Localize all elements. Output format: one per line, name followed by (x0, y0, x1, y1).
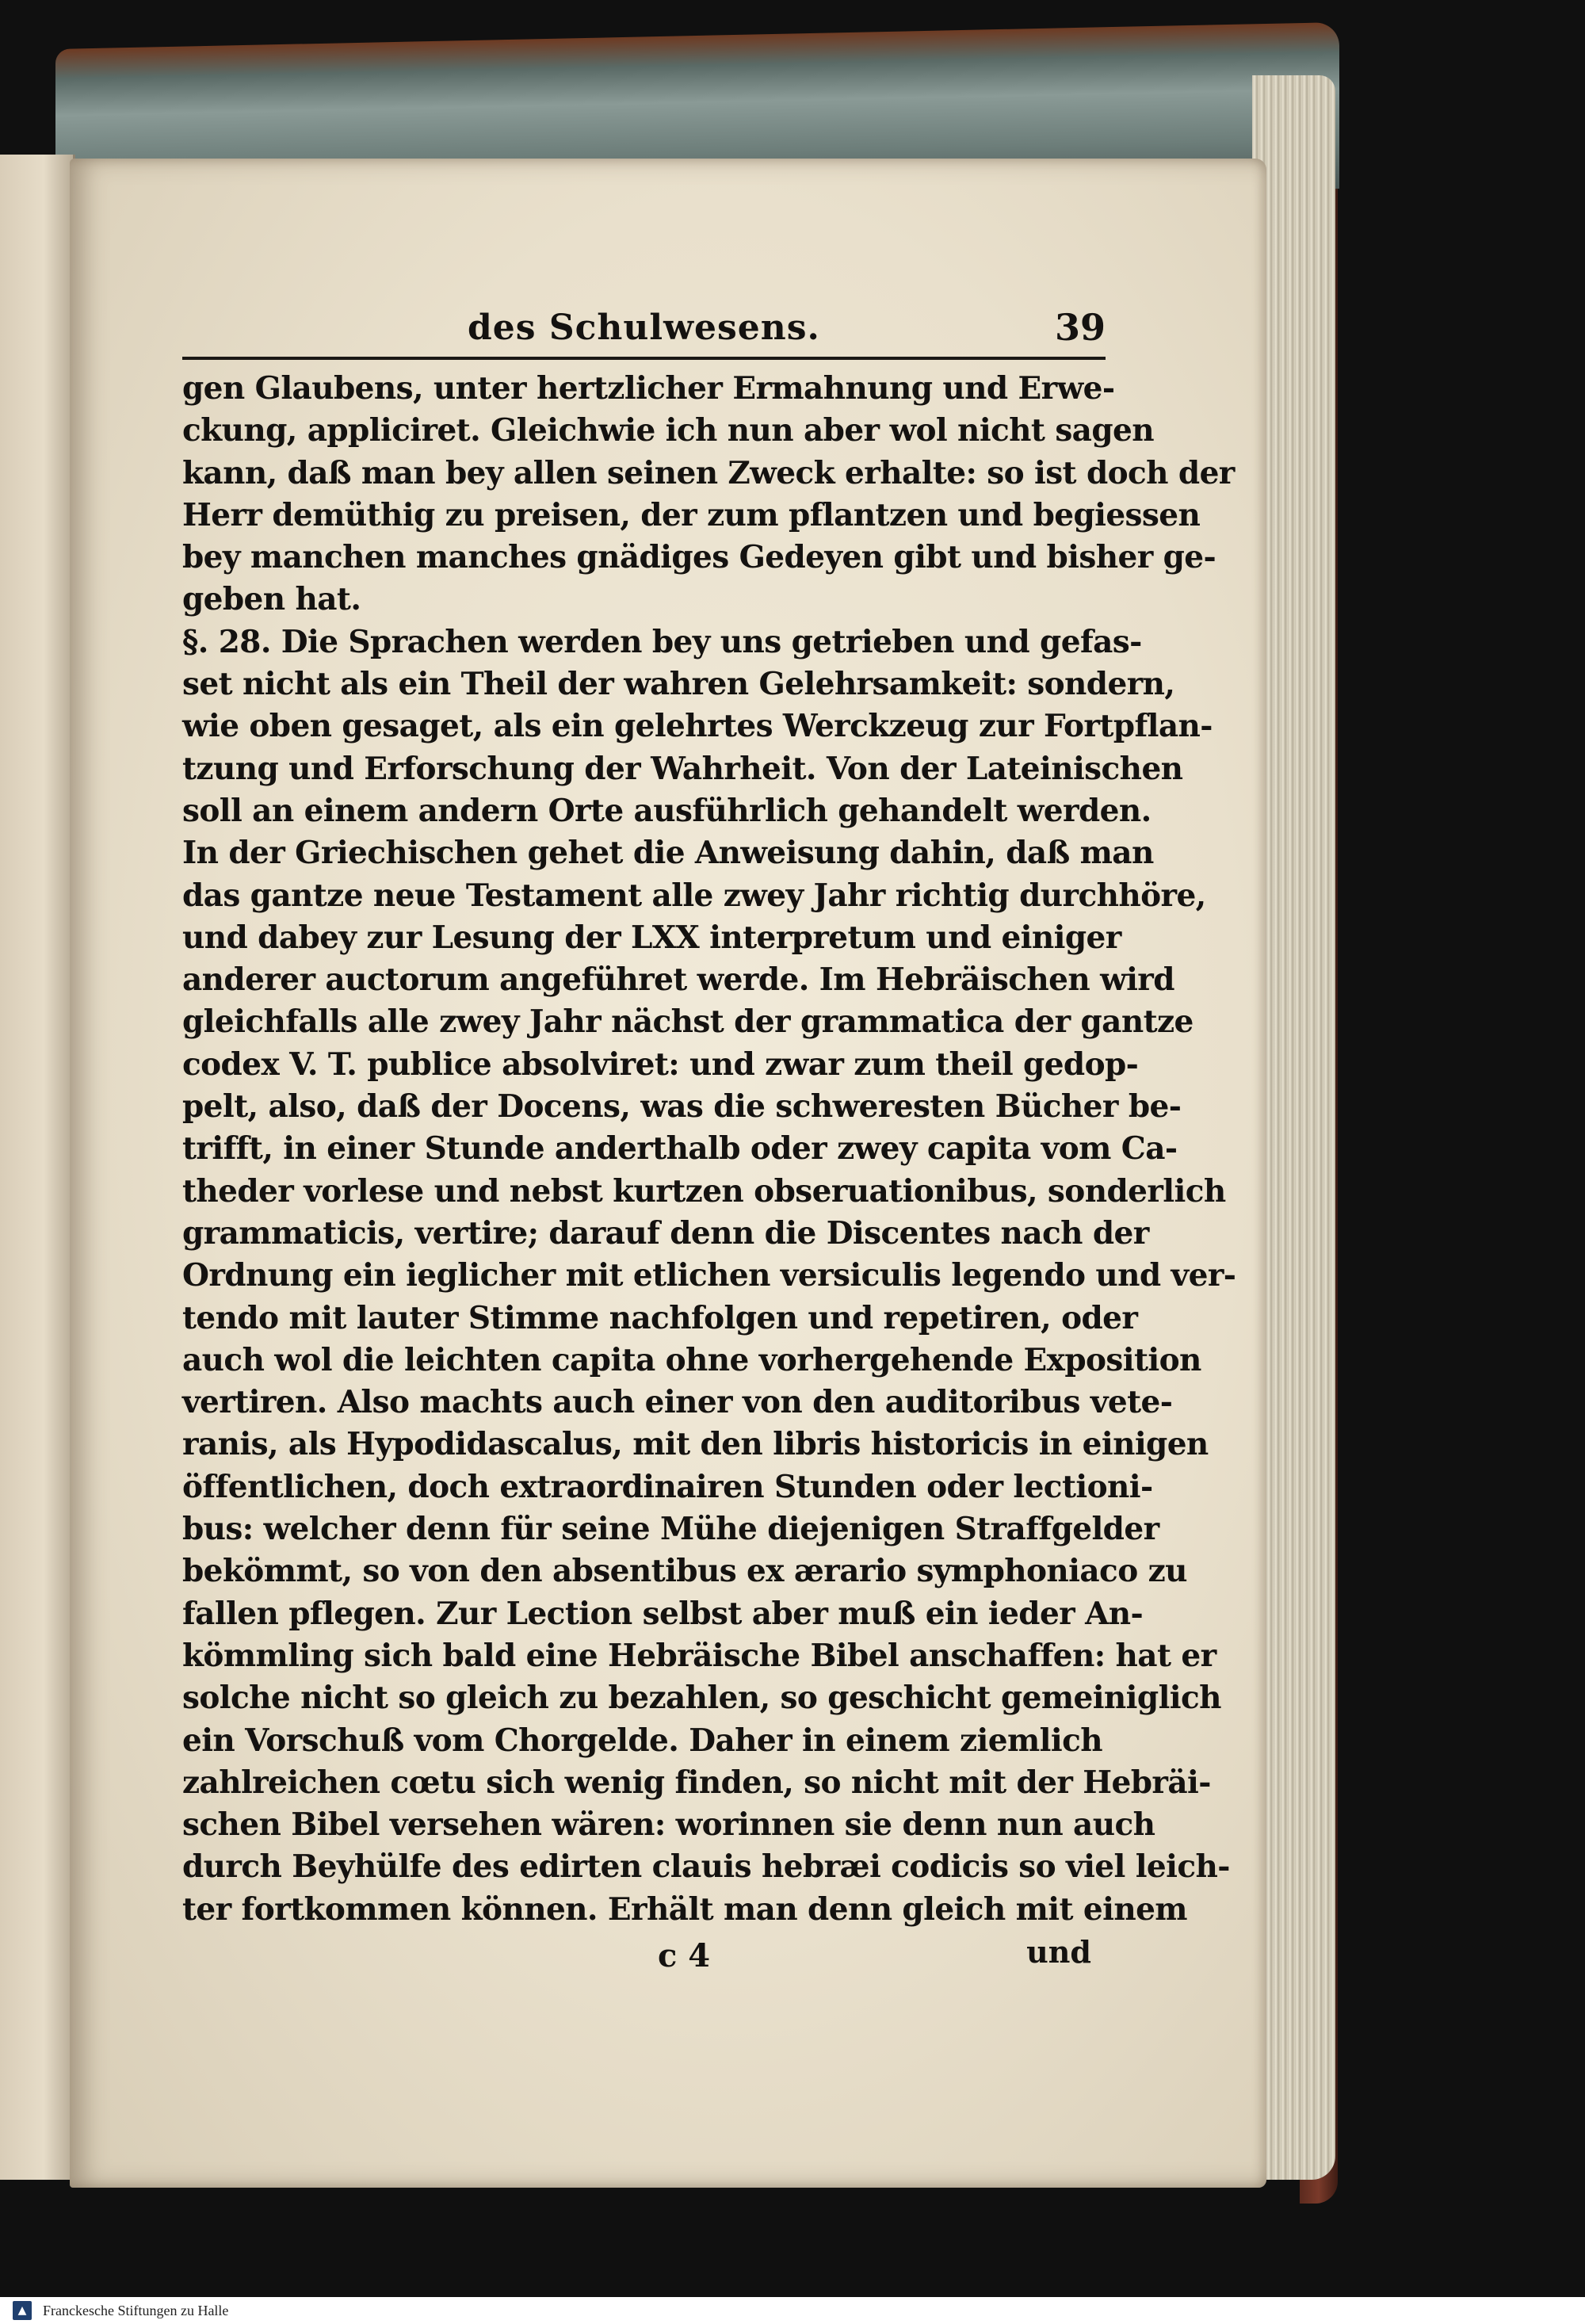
text-line: trifft, in einer Stunde anderthalb oder zwey capita vom Ca- (182, 1130, 1178, 1168)
text-line: bey manchen manches gnädiges Gedeyen gibt und bisher ge- (182, 539, 1216, 576)
text-line: theder vorlese und nebst kurtzen obseruationibus, sonderlich (182, 1172, 1226, 1210)
signature-row (182, 1934, 1106, 1982)
text-line: bus: welcher denn für seine Mühe diejenigen Straffgelder (182, 1511, 1159, 1548)
running-head (182, 301, 1106, 360)
text-line: durch Beyhülfe des edirten clauis hebræi codicis so viel leich- (182, 1848, 1230, 1886)
text-line: §. 28. Die Sprachen werden bey uns getrieben und gefas- (182, 623, 1142, 660)
page-number: 39 (1054, 306, 1106, 349)
footer-institution: Franckesche Stiftungen zu Halle (43, 2302, 229, 2318)
text-line: soll an einem andern Orte ausführlich gehandelt werden. (182, 792, 1152, 829)
text-line: bekömmt, so von den absentibus ex ærario symphoniaco zu (182, 1553, 1187, 1590)
institution-logo-icon: ▲ (13, 2301, 32, 2320)
text-line: auch wol die leichten capita ohne vorhergehende Exposition (182, 1341, 1201, 1378)
text-line: und dabey zur Lesung der LXX interpretum und einiger (182, 919, 1121, 956)
body-text (182, 368, 1236, 1931)
running-title: des Schulwesens. (468, 308, 820, 348)
catchword: und (1026, 1933, 1091, 1970)
text-line: vertiren. Also machts auch einer von den auditoribus vete- (182, 1384, 1173, 1421)
text-line: zahlreichen cœtu sich wenig finden, so nicht mit der Hebräi- (182, 1764, 1211, 1801)
text-line: Herr demüthig zu preisen, der zum pflantzen und begiessen (182, 496, 1201, 533)
facing-page-edge (0, 155, 75, 2180)
text-line: tendo mit lauter Stimme nachfolgen und repetiren, oder (182, 1299, 1138, 1336)
text-line: gleichfalls alle zwey Jahr nächst der grammatica der gantze (182, 1003, 1194, 1041)
text-line: anderer auctorum angeführet werde. Im Hebräischen wird (182, 961, 1174, 999)
text-line: das gantze neue Testament alle zwey Jahr richtig durchhöre, (182, 877, 1206, 914)
footer-bar (0, 2297, 1585, 2324)
text-line: codex V. T. publice absolviret: und zwar zum theil gedop- (182, 1045, 1139, 1083)
text-line: fallen pflegen. Zur Lection selbst aber muß ein ieder An- (182, 1595, 1144, 1632)
page-text-block (182, 301, 1236, 1982)
text-line: gen Glaubens, unter hertzlicher Ermahnung und Erwe- (182, 370, 1115, 407)
text-line: wie oben gesaget, als ein gelehrtes Werckzeug zur Fortpflan- (182, 708, 1213, 745)
text-line: pelt, also, daß der Docens, was die schweresten Bücher be- (182, 1088, 1182, 1126)
text-line: ein Vorschuß vom Chorgelde. Daher in einem ziemlich (182, 1722, 1102, 1759)
text-line: Ordnung ein ieglicher mit etlichen versiculis legendo und ver- (182, 1257, 1236, 1294)
text-line: ranis, als Hypodidascalus, mit den libris historicis in einigen (182, 1426, 1209, 1463)
text-line: In der Griechischen gehet die Anweisung dahin, daß man (182, 835, 1154, 872)
text-line: kömmling sich bald eine Hebräische Bibel anschaffen: hat er (182, 1637, 1216, 1674)
text-line: schen Bibel versehen wären: worinnen sie denn nun auch (182, 1806, 1155, 1844)
text-line: öffentlichen, doch extraordinairen Stunden oder lectioni- (182, 1468, 1153, 1505)
signature-mark: c 4 (658, 1936, 711, 1974)
text-line: set nicht als ein Theil der wahren Gelehrsamkeit: sondern, (182, 666, 1175, 703)
text-line: kann, daß man bey allen seinen Zweck erhalte: so ist doch der (182, 454, 1235, 491)
text-line: tzung und Erforschung der Wahrheit. Von der Lateinischen (182, 750, 1183, 787)
text-line: grammaticis, vertire; darauf denn die Discentes nach der (182, 1214, 1149, 1252)
text-line: ter fortkommen können. Erhält man denn gleich mit einem (182, 1890, 1187, 1928)
text-line: solche nicht so gleich zu bezahlen, so geschicht gemeiniglich (182, 1680, 1221, 1717)
text-line: ckung, appliciret. Gleichwie ich nun aber wol nicht sagen (182, 412, 1154, 449)
text-line: geben hat. (182, 581, 361, 618)
